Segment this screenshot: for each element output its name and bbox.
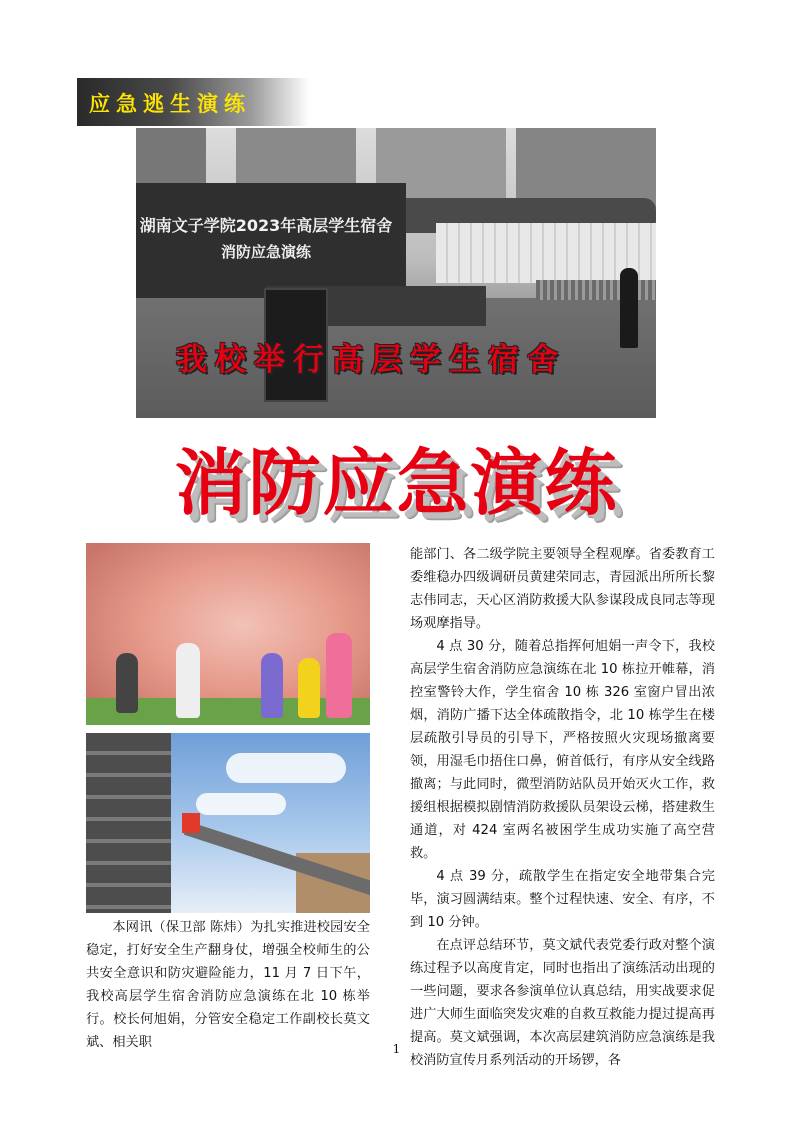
section-tag: [77, 78, 309, 126]
left-column: [86, 916, 370, 1054]
paragraph: 本网讯（保卫部 陈炜）为扎实推进校园安全稳定，打好安全生产翻身仗，增强全校师生的公共安全意识和防灾避险能力，11 月 7 日下午，我校高层学生宿舍消防应急演练在北 10 栋举行。校长何旭娟，分管安全稳定工作副校长莫文斌、相关职: [86, 920, 370, 1050]
dorm-wall: [86, 733, 171, 913]
paragraph: 在点评总结环节，莫文斌代表党委行政对整个演练过程予以高度肯定，同时也指出了演练活动出现的一些问题，要求各参演单位认真总结，用实战要求促进广大师生面临突发灾难的自救互救能力提过提高再提高。莫文斌强调，本次高层建筑消防应急演练是我校消防宣传月系列活动的开场锣，各: [410, 938, 715, 1068]
paragraph: 能部门、各二级学院主要领导全程观摩。省委教育工委维稳办四级调研员黄建荣同志，青园派出所所长黎志伟同志，天心区消防救援大队参谋段成良同志等现场观摩指导。: [410, 547, 715, 631]
evacuation-photo: [86, 543, 370, 725]
student-figure: [116, 653, 138, 713]
student-figure: [261, 653, 283, 718]
building: [236, 128, 356, 188]
ladder-rescue-photo: [86, 733, 370, 913]
paragraph: 4 点 30 分，随着总指挥何旭娟一声令下，我校高层学生宿舍消防应急演练在北 10 栋拉开帷幕，消控室警铃大作，学生宿舍 10 栋 326 室窗户冒出浓烟，消防广播下达全体疏散指令，北 10 栋学生在楼层疏散引导员的引导下，严格按照火灾现场撤离要领，用湿毛巾捂住口鼻，俯首低行，有序从安全线路撤离；与此同时，微型消防站队员开始灭火工作，救援组根据模拟剧情消防救援队员架设云梯，搭建救生通道，对 424 室两名被困学生成功实施了高空营救。: [410, 639, 715, 861]
backdrop-line2: 消防应急演练: [220, 243, 311, 261]
article-title: 消防应急演练: [174, 441, 619, 525]
page-number: 1: [392, 1042, 401, 1056]
hero-caption: 我校举行高层学生宿舍: [176, 342, 566, 378]
building: [516, 128, 656, 208]
crowd: [536, 280, 656, 300]
student-figure: [326, 633, 352, 718]
backdrop-line1: 湖南文子学院2023年高层学生宿舍: [139, 216, 393, 235]
section-tag-text: 应急逃生演练: [89, 92, 251, 116]
student-figure: [176, 643, 200, 718]
cloud: [196, 793, 286, 815]
cloud: [226, 753, 346, 783]
right-column: [410, 543, 715, 1072]
paragraph: 4 点 39 分，疏散学生在指定安全地带集合完毕，演习圆满结束。整个过程快速、安全、有序，不到 10 分钟。: [410, 869, 715, 930]
rescue-basket: [182, 813, 200, 833]
student-figure: [298, 658, 320, 718]
